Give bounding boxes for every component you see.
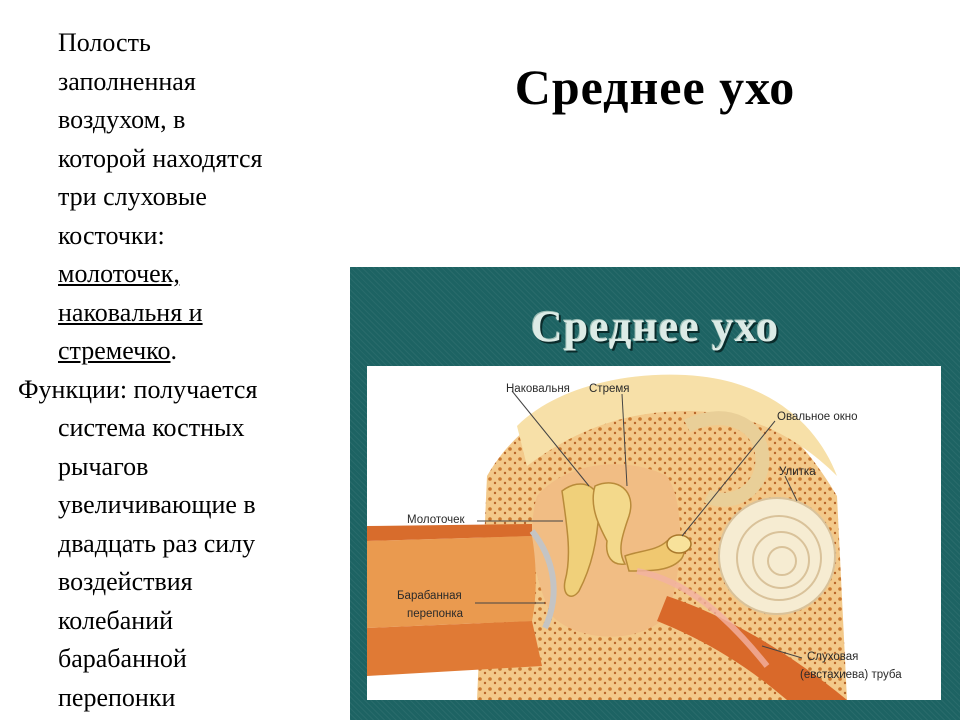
- functions-line: система костных: [58, 413, 245, 442]
- functions-line: рычагов: [58, 451, 149, 481]
- bone-stirrup-suffix: .: [170, 336, 177, 365]
- intro-line: косточки:: [58, 220, 165, 250]
- label-stirrup: Стремя: [589, 383, 630, 395]
- functions-line: увеличивающие в: [58, 490, 256, 519]
- bone-hammer: молоточек,: [58, 259, 180, 288]
- intro-line: три слуховые: [58, 182, 207, 211]
- functions-line: воздействия: [58, 567, 193, 596]
- ear-diagram: [367, 366, 941, 700]
- label-tube-2: (евстахиева) труба: [800, 669, 902, 681]
- bone-stirrup: стремечко: [58, 336, 171, 365]
- intro-line: которой находятся: [58, 143, 263, 173]
- functions-line: барабанной: [58, 644, 187, 673]
- label-hammer: Молоточек: [407, 514, 465, 526]
- label-eardrum-2: перепонка: [407, 608, 464, 620]
- label-cochlea: Улитка: [779, 466, 816, 478]
- oval-window: [667, 535, 691, 553]
- bone-anvil: наковальня и: [58, 297, 203, 327]
- functions-line: двадцать раз силу: [58, 528, 256, 558]
- functions-heading: Функции: получается: [18, 374, 258, 404]
- functions-line: колебаний: [58, 605, 173, 635]
- intro-line: заполненная: [58, 66, 196, 96]
- cochlea: [719, 498, 835, 614]
- intro-line: воздухом, в: [58, 105, 186, 134]
- functions-line: перепонки: [58, 682, 176, 712]
- label-oval-window: Овальное окно: [777, 411, 858, 423]
- slide-title: Среднее ухо: [514, 59, 796, 115]
- label-eardrum-1: Барабанная: [397, 590, 462, 602]
- image-panel: [350, 267, 960, 720]
- panel-title: Среднее ухо: [530, 302, 780, 351]
- bone-stirrup-line: [18, 332, 338, 371]
- label-anvil: Наковальня: [506, 383, 570, 395]
- description-text: [18, 24, 338, 717]
- label-tube-1: Слуховая: [807, 651, 859, 663]
- intro-line: Полость: [58, 28, 151, 57]
